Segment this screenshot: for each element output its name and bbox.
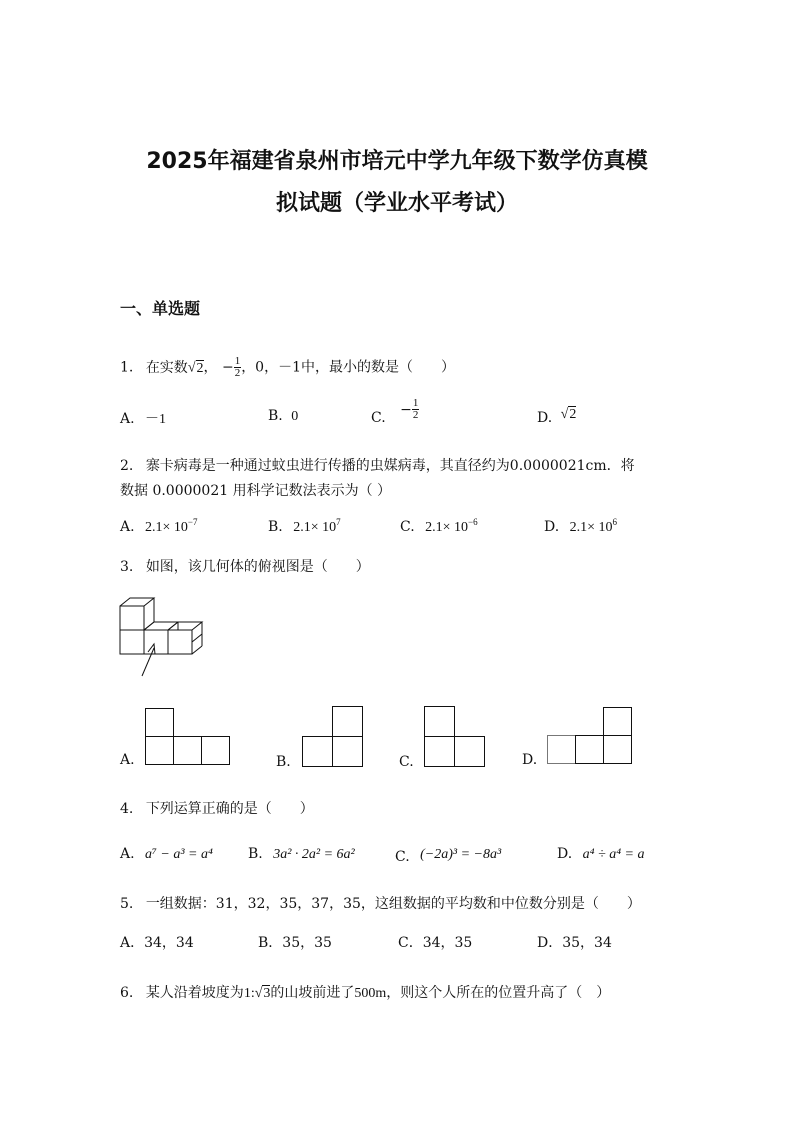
comma: ， [203, 359, 218, 376]
sqrt-2: √2 [187, 360, 204, 376]
option-expression: (−2a)³ = −8a³ [420, 847, 502, 862]
q4-option-c[interactable] [395, 846, 501, 863]
question-number: 2. [120, 458, 134, 474]
option-value: 0 [291, 409, 299, 424]
question-6 [120, 982, 610, 1002]
q2-option-d[interactable] [544, 519, 617, 536]
option-label: A. [120, 519, 135, 535]
option-base: 2.1× 10 [293, 520, 337, 535]
q5-option-c[interactable]: C．34，35 [398, 935, 473, 951]
option-expression: 3a² · 2a² = 6a² [273, 847, 355, 862]
question-2-line2: 数据 0.0000021 用科学记数法表示为（ ） [120, 483, 392, 499]
question-text-rest: ，0，－1中，最小的数是（ ） [241, 359, 456, 376]
option-label: C. [400, 519, 415, 535]
option-label: C. [371, 409, 386, 426]
fraction-half: $\frac{1}{2}$ [234, 355, 241, 379]
option-label: D. [544, 519, 560, 535]
option-base: 2.1× 10 [569, 520, 613, 535]
option-exponent: 7 [336, 517, 341, 527]
question-number: 6. [120, 985, 134, 1001]
option-value: －1 [145, 412, 167, 427]
option-label: B. [248, 846, 263, 862]
question-text: 寨卡病毒是一种通过蚊虫进行传播的虫媒病毒，其直径约为0.0000021cm．将 [145, 458, 635, 474]
q1-option-b[interactable] [268, 408, 298, 425]
q3-option-d-label[interactable]: D. [522, 752, 538, 768]
q4-option-d[interactable] [557, 846, 645, 863]
question-text-mid: 的山坡前进了 [270, 985, 355, 1001]
option-label: D. [537, 410, 553, 426]
q2-option-c[interactable] [400, 519, 478, 536]
option-exponent: 6 [612, 517, 618, 527]
question-text: 如图，该几何体的俯视图是（ ） [145, 559, 370, 575]
q3-option-c-figure[interactable] [424, 706, 486, 768]
option-label: A. [120, 411, 135, 427]
q1-option-d[interactable] [537, 406, 577, 426]
q2-option-a[interactable] [120, 519, 198, 536]
q3-option-c-label[interactable]: C. [399, 754, 414, 770]
q4-option-b[interactable] [248, 846, 355, 863]
q3-option-d-figure[interactable] [547, 707, 633, 765]
sqrt-3: √3 [254, 986, 271, 1001]
q3-option-a-figure[interactable] [145, 708, 231, 766]
neg-sign: − [221, 359, 234, 376]
option-base: 2.1× 10 [145, 520, 188, 535]
question-4 [120, 798, 314, 818]
fraction-half: $\frac{1}{2}$ [412, 397, 419, 421]
question-1 [120, 356, 455, 379]
question-number: 5. [120, 896, 134, 912]
q3-option-b-figure[interactable] [302, 706, 364, 768]
q5-option-b[interactable]: B．35，35 [258, 935, 332, 951]
question-number: 4. [120, 801, 134, 817]
question-number: 3. [120, 559, 134, 575]
page-title-line1: 2025年福建省泉州市培元中学九年级下数学仿真模 [146, 149, 648, 174]
question-number: 1. [120, 359, 134, 376]
q3-option-a-label[interactable]: A. [120, 752, 135, 768]
question-2 [120, 455, 635, 475]
question-text: 一组数据：31，32，35，37，35，这组数据的平均数和中位数分别是（ ） [145, 896, 641, 912]
option-label: C. [395, 849, 410, 865]
question-3 [120, 556, 370, 576]
q1-option-c[interactable] [371, 397, 419, 426]
q1-option-a[interactable] [120, 408, 166, 428]
q2-option-b[interactable] [268, 519, 341, 536]
question-text-rest: ，则这个人所在的位置升高了（ ） [386, 985, 611, 1001]
page-title-line2: 拟试题（学业水平考试） [275, 191, 518, 216]
q5-option-a[interactable]: A．34，34 [120, 935, 194, 951]
q5-option-d[interactable]: D．35，34 [537, 935, 612, 951]
question-text: 下列运算正确的是（ ） [145, 801, 314, 817]
question-text: 在实数 [145, 359, 188, 376]
neg-sign: − [400, 401, 412, 418]
question-5 [120, 893, 641, 913]
option-label: B. [268, 519, 283, 535]
option-label: B. [268, 408, 283, 424]
slope-ratio: 1: [243, 986, 255, 1001]
question-text: 某人沿着坡度为 [145, 985, 244, 1001]
option-expression: a⁴ ÷ a⁴ = a [582, 847, 645, 862]
option-exponent: −6 [468, 517, 478, 527]
section-heading: 一、单选题 [120, 299, 201, 318]
option-label: A. [120, 846, 135, 862]
sqrt-2: √2 [560, 407, 577, 422]
distance-value: 500m [354, 986, 387, 1001]
option-expression: a⁷ − a³ = a⁴ [145, 847, 213, 862]
option-label: D. [557, 846, 573, 862]
option-exponent: −7 [187, 517, 198, 527]
option-base: 2.1× 10 [425, 520, 469, 535]
cube-solid-figure [118, 596, 218, 678]
q4-option-a[interactable] [120, 846, 213, 863]
q3-option-b-label[interactable]: B. [276, 754, 291, 770]
